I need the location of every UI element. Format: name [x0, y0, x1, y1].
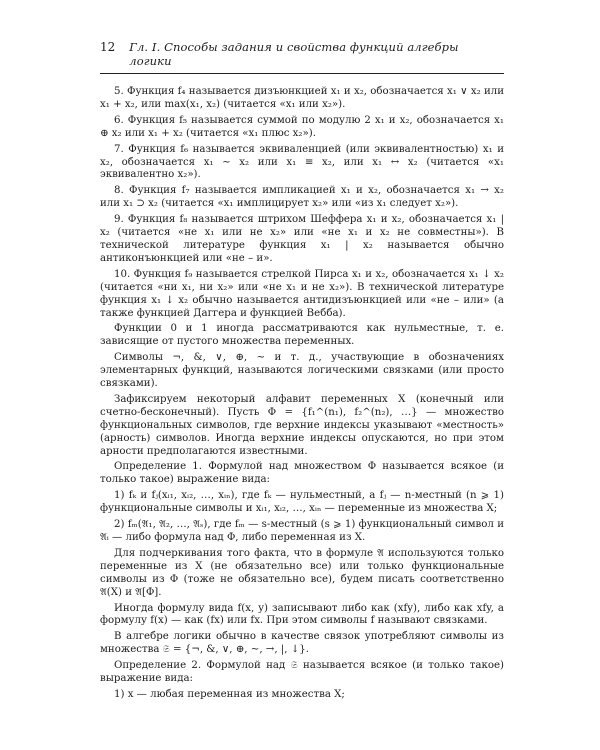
paragraph-definition-1: Определение 1. Формулой над множеством Φ называется всякое (и только такое) выражение вида: [100, 461, 504, 486]
paragraph-notation: Для подчеркивания того факта, что в формуле 𝔄 используются только переменные из X (не обязательно все) или только функциональные символы из Φ (тоже не обязательно все), будем писать соответственно 𝔄(X) и 𝔄[Φ]. [100, 547, 504, 598]
paragraph-logical-connectives: Символы ¬, &, ∨, ⊕, ∼ и т. д., участвующие в обозначениях элементарных функций, называются логическими связками (или просто связками). [100, 352, 504, 390]
running-title: Гл. I. Способы задания и свойства функций алгебры логики [129, 40, 459, 68]
paragraph-peirce-arrow: 10. Функция f₉ называется стрелкой Пирса x₁ и x₂, обозначается x₁ ↓ x₂ (читается «ни x₁, ни x₂» или «не x₁ и не x₂»). В технической литературе функция x₁ ↓ x₂ обычно называется антидизъюнкцией или «не – или» (а также функцией Даггера и функцией Вебба). [100, 268, 504, 319]
paragraph-definition-2-item-1: 1) x — любая переменная из множества X; [114, 688, 345, 700]
paragraph-sum-mod-2: 6. Функция f₅ называется суммой по модулю 2 x₁ и x₂, обозначается x₁ ⊕ x₂ или x₁ + x₂ (читается «x₁ плюс x₂»). [100, 114, 504, 139]
paragraph-equivalence: 7. Функция f₆ называется эквиваленцией (или эквивалентностью) x₁ и x₂, обозначается x₁ ∼ x₂ или x₁ ≡ x₂, или x₁ ↔ x₂ (читается «x₁ эквивалентно x₂»). [100, 143, 504, 181]
paragraph-definition-1-item-1: 1) fₖ и fⱼ(xᵢ₁, xᵢ₂, …, xᵢₙ), где fₖ — нульместный, а fⱼ — n-местный (n ⩾ 1) функциональные символы и xᵢ₁, xᵢ₂, …, xᵢₙ — переменные из множества X; [100, 490, 504, 515]
running-header [100, 40, 504, 74]
paragraph-sheffer-stroke: 9. Функция f₈ называется штрихом Шеффера x₁ и x₂, обозначается x₁ | x₂ (читается «не x₁ или не x₂» или «не x₁ и x₂ не совместны»). В технической литературе функция x₁ | x₂ называется обычно антиконъюнкцией или «не – и». [100, 214, 504, 264]
paragraph-disjunction: 5. Функция f₄ называется дизъюнкцией x₁ и x₂, обозначается x₁ ∨ x₂ или x₁ + x₂, или max(x₁, x₂) (читается «x₁ или x₂»). [100, 86, 504, 110]
paragraph-nullary-functions: Функции 0 и 1 иногда рассматриваются как нульместные, т. е. зависящие от пустого множества переменных. [100, 323, 504, 348]
paragraph-alphabet: Зафиксируем некоторый алфавит переменных X (конечный или счетно-бесконечный). Пусть Φ = {f₁^(n₁), f₂^(n₂), …} — множество функциональных символов, где верхние индексы указывают «местность» (арность) символов. Иногда верхние индексы опускаются, но при этом арности предполагаются известными. [100, 393, 504, 457]
paragraph-definition-1-item-2: 2) fₘ(𝔄₁, 𝔄₂, …, 𝔄ₛ), где fₘ — s-местный (s ⩾ 1) функциональный символ и 𝔄ᵢ — либо формула над Φ, либо переменная из X. [100, 519, 504, 543]
paragraph-definition-2: Определение 2. Формулой над 𝔖 называется всякое (и только такое) выражение вида: [100, 660, 504, 685]
paragraph-connective-set: В алгебре логики обычно в качестве связок употребляют символы из множества 𝔖 = {¬, &, ∨, ⊕, ∼, →, |, ↓}. [100, 631, 504, 656]
page-body [100, 86, 504, 702]
paragraph-infix-form: Иногда формулу вида f(x, y) записывают либо как (xfy), либо как xfy, а формулу f(x) — как (fx) или fx. При этом символы f называют связками. [100, 602, 504, 627]
page-number: 12 [100, 40, 116, 54]
paragraph-implication: 8. Функция f₇ называется импликацией x₁ и x₂, обозначается x₁ → x₂ или x₁ ⊃ x₂ (читается «x₁ имплицирует x₂» или «из x₁ следует x₂»). [100, 185, 504, 210]
